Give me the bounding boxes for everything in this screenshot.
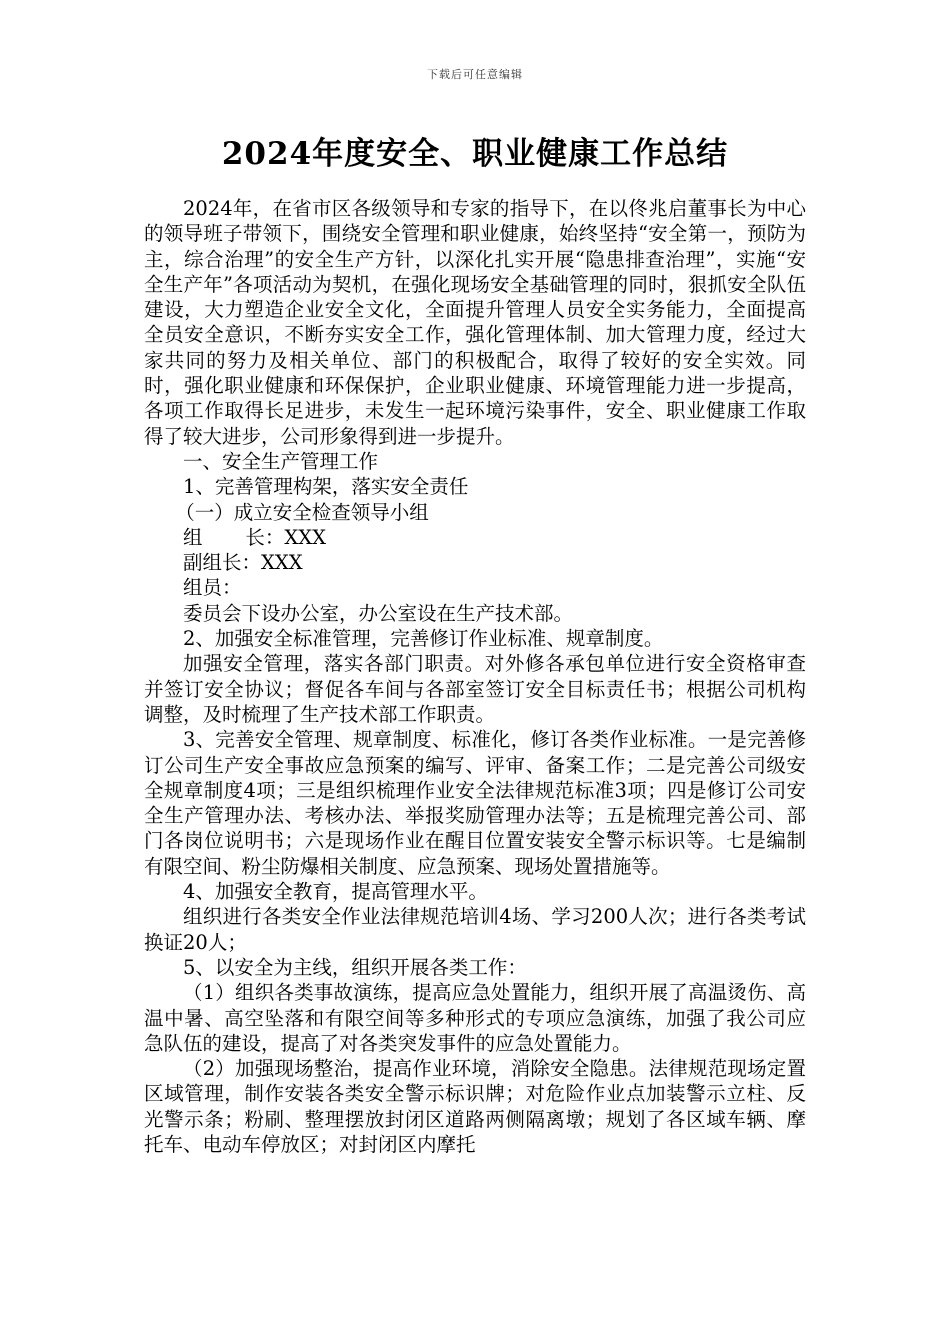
paragraph-site-rectification: （2）加强现场整治，提高作业环境，消除安全隐患。法律规范现场定置区域管理，制作安装各类安全警示标识牌；对危险作业点加装警示立柱、反光警示条；粉刷、整理摆放封闭区道路两侧隔离墩；规划了各区域车辆、摩托车、电动车停放区；对封闭区内摩托 <box>144 1057 806 1156</box>
office-line: 委员会下设办公室，办公室设在生产技术部。 <box>183 601 574 625</box>
header-note: 下载后可任意编辑 <box>427 68 523 81</box>
paragraph-intro: 2024年，在省市区各级领导和专家的指导下，在以佟兆启董事长为中心的领导班子带领下，围绕安全管理和职业健康，始终坚持“安全第一，预防为主，综合治理”的安全生产方针，以深化扎实开展“隐患排查治理”，实施“安全生产年”各项活动为契机，在强化现场安全基础管理的同时，狠抓安全队伍建设，大力塑造企业安全文化，全面提升管理人员安全实务能力，全面提高全员安全意识，不断夯实安全工作，强化管理体制、加大管理力度，经过大家共同的努力及相关单位、部门的积极配合，取得了较好的安全实效。同时，强化职业健康和环保保护，企业职业健康、环境管理能力进一步提高，各项工作取得长足进步，未发生一起环境污染事件，安全、职业健康工作取得了较大进步，公司形象得到进一步提升。 <box>144 197 806 448</box>
leader-label-b: 长：XXX <box>245 525 327 549</box>
paragraph-management: 3、完善安全管理、规章制度、标准化，修订各类作业标准。一是完善修订公司生产安全事故应急预案的编写、评审、备案工作；二是完善公司级安全规章制度4项；三是组织梳理作业安全法律规范标准3项；四是修订公司安全生产管理办法、考核办法、举报奖励管理办法等；五是梳理完善公司、部门各岗位说明书；六是现场作业在醒目位置安装安全警示标识等。七是编制有限空间、粉尘防爆相关制度、应急预案、现场处置措施等。 <box>144 728 806 878</box>
subsection-heading-5: 5、以安全为主线，组织开展各类工作： <box>183 955 527 979</box>
subsection-heading-4: 4、加强安全教育，提高管理水平。 <box>183 880 488 904</box>
document-body <box>144 196 806 1157</box>
paragraph-standards: 加强安全管理，落实各部门职责。对外修各承包单位进行安全资格审查并签订安全协议；督促各车间与各部室签订安全目标责任书；根据公司机构调整，及时梳理了生产技术部工作职责。 <box>144 652 806 726</box>
document-title: 2024年度安全、职业健康工作总结 <box>221 136 729 172</box>
section-heading-1: 一、安全生产管理工作 <box>183 449 379 473</box>
group-heading: （一）成立安全检查领导小组 <box>175 500 429 524</box>
leader-label-a: 组 <box>183 525 203 549</box>
leader-line <box>144 525 806 550</box>
paragraph-drills: （1）组织各类事故演练，提高应急处置能力，组织开展了高温烫伤、高温中暑、高空坠落和有限空间等多种形式的专项应急演练，加强了我公司应急队伍的建设，提高了对各类突发事件的应急处置能力。 <box>144 981 806 1055</box>
subsection-heading-2: 2、加强安全标准管理，完善修订作业标准、规章制度。 <box>183 627 664 651</box>
members-line: 组员： <box>183 576 242 600</box>
deputy-leader-line: 副组长：XXX <box>183 551 303 575</box>
paragraph-training: 组织进行各类安全作业法律规范培训4场、学习200人次；进行各类考试换证20人； <box>144 905 806 954</box>
subsection-heading-1: 1、完善管理构架，落实安全责任 <box>183 475 469 499</box>
